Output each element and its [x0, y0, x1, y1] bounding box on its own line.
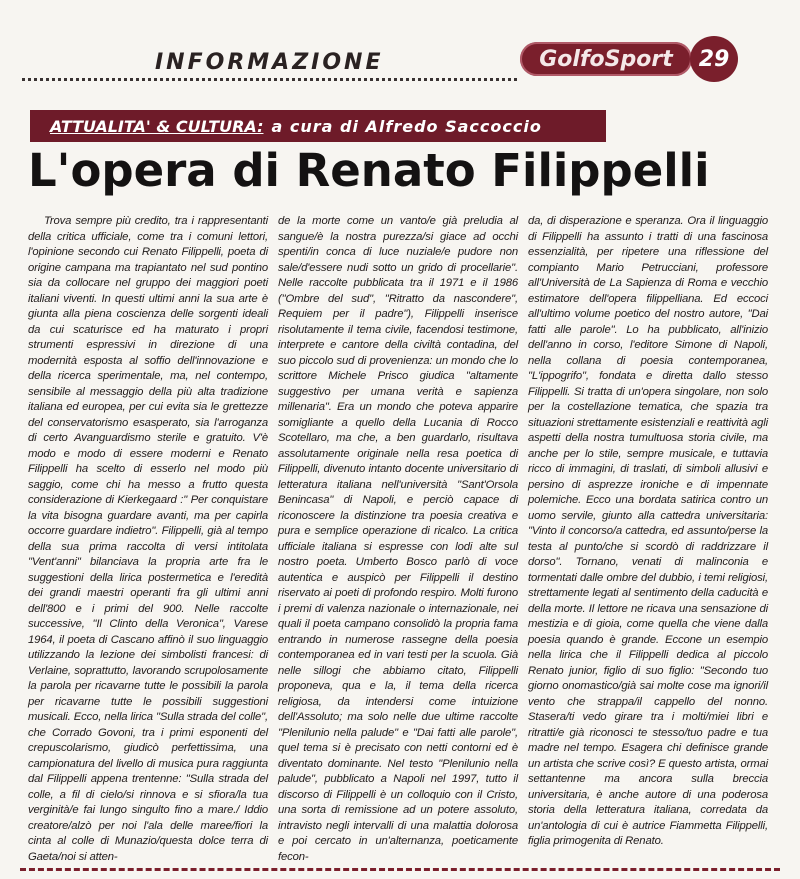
- article-paragraph: da, di disperazione e speranza. Ora il linguaggio di Filippelli ha assunto i tratti di una fascinosa essenzialità, per ripetere una riflessione del compianto Mario Petrucciani, professore all'Università de La Sapienza di Roma e vecchio estimatore dell'opera filippelliana. Ed eccoci all'ultimo volume poetico del nostro autore, "Dai fatti alle parole". Lo ha pubblicato, all'inizio dell'anno in corso, l'editore Simone di Napoli, nella collana di poesia contemporanea, "L'ippogrifo", fondata e diretta dallo stesso Filippelli. Si tratta di un'opera singolare, non solo per la costellazione tematica, che spazia tra situazioni strettamente esistenziali e reattività agli aspetti della nostra tumultuosa storia civile, ma anche per lo stile, sempre musicale, e tuttavia ricco di immagini, di traslati, di simboli allusivi e persino di asprezze ironiche e di impennate polemiche. Ecco una bordata satirica contro un uomo servile, giunto alla cattedra universitaria: "Vinto il concorso/a cattedra, ed assunto/perse la testa al punto/che si scordò di raddrizzare il dorso". Tornano, venati di malinconia e tormentati dalle ombre del dubbio, i temi religiosi, strettamente legati al sentimento della caducità e della morte. Il lettore ne ricava una sensazione di mestizia e di gioia, come quella che viene dalla poesia quando è grande. Eccone un esempio nella lirica che il Filippelli dedica al piccolo Renato junior, figlio di suo figlio: "Secondo tuo giorno onomastico/già sai molte cose ma ignori/il vento che strappa/il cappello del nonno. Stasera/ti vedo girare tra i molti/miei libri e ritratti/e già riconosci te stesso/tuo padre e tua madre nel tempo. Esagera chi definisce grande un artista che scrive così? E questo artista, ormai settantenne ma ancora sulla breccia universitaria, è anche autore di una poderosa storia della letteratura italiana, corredata da un'antologia di cui è autrice Fiammetta Filippelli, figlia primogenita di Renato.: [528, 215, 768, 847]
- category-banner: [30, 110, 606, 142]
- article-body: [28, 214, 768, 864]
- article-paragraph: Trova sempre più credito, tra i rappresentanti della critica ufficiale, come tra i comuni lettori, l'opinione secondo cui Renato Filippelli, poeta di origine campana ma trapiantato nel sud pontino sia da collocare nel gruppo dei maggiori poeti italiani viventi. In questi ultimi anni la sua arte è giunta alla piena coscienza delle sorgenti ideali da cui scaturisce ed ha maturato i propri strumenti espressivi in direzione di una modernità esposta al soffio dell'innovazione e della ricerca sperimentale, ma, nel contempo, sensibile al messaggio della più alta tradizione italiana ed europea, per cui evita sia le grettezze del conservatorismo esasperato, sia l'arroganza di certo Avanguardismo sterile e gratuito. V'è modo e modo di essere moderni e Renato Filippelli ha scelto di esserlo nel modo più saggio, come chi ha messo a frutto questa considerazione di Kierkegaard :" Per conquistare la vita bisogna guardare avanti, ma per capirla occorre guardare indietro". Filippelli, già al tempo della sua prima raccolta di versi intitolata "Vent'anni" bilanciava la propria arte fra le suggestioni della lirica postermetica e l'eredità dei grandi maestri operanti fra gli ultimi anni dell'800 e i primi del 900. Nelle raccolte successive, "Il Clinto della Veronica", Varese 1964, il poeta di Cascano affinò il suo linguaggio utilizzando la lezione dei simbolisti francesi: di Verlaine, soprattutto, lavorando scrupolosamente la parola per ricavarne tutte le possibili la parola per ricavarne tutte le possibili suggestioni musicali. Ecco, nella lirica "Sulla strada del colle", che Corrado Govoni, tra i primi esponenti del crepuscolarismo, giudicò perfettissima, una campionatura del livello di musica pura raggiunta dal Filippelli appena trentenne: "Sulla strada del colle, a fil di cielo/si rinnova e si sfiora/la tua verginità/e fai lungo singulto fino a mare./ Iddio creatore/alzò per noi l'ala delle maree/fiori la cinta al colle di Munazio/questa dolce terra di Gaeta/noi si atten-: [28, 215, 268, 863]
- dotted-divider: [22, 78, 517, 81]
- banner-byline: a cura di Alfredo Saccoccio: [271, 116, 542, 136]
- article-column-3: [528, 214, 768, 865]
- article-column-2: [278, 214, 518, 865]
- banner-category: ATTUALITA' & CULTURA:: [50, 116, 264, 136]
- article-column-1: [28, 214, 268, 865]
- article-title: L'opera di Renato Filippelli: [28, 144, 710, 197]
- bottom-divider: [20, 868, 780, 871]
- magazine-logo: GolfoSport: [520, 42, 692, 76]
- article-paragraph: de la morte come un vanto/e già preludia al sangue/è la nostra purezza/si giace ad occhi spenti/in conca di luce nuziale/e pudore non sale/d'essere nudi sotto un grido di procellarie". Nelle raccolte pubblicata tra il 1971 e il 1986 ("Ombre del sud", "Ritratto da nascondere", Requiem per il padre"), Filippelli inserisce risolutamente il tema civile, facendosi testimone, interprete e cantore della civiltà contadina, del suo piccolo sud di provenienza: un mondo che lo scrittore Michele Prisco giudica "altamente suggestivo per umana verità e sapienza millenaria". Era un mondo che poteva apparire somigliante a quello della Lucania di Rocco Scotellaro, ma che, a ben guardarlo, risultava assolutamente originale nella resa poetica di Filippelli, divenuto intanto docente universitario di letteratura italiana nell'università "Sant'Orsola Benincasa" di Napoli, e perciò capace di riconoscere la distinzione tra poesia creativa e pura e semplice operazione di ricalco. La critica ufficiale italiana si espresse con lodi alte sul nostro poeta. Umberto Bosco parlò di voce autentica e auspicò per Filippelli il destino riservato ai poeti di profondo respiro. Molti furono i premi di valenza nazionale o internazionale, nei quali il poeta campano consolidò la propria fama entrando in numerose rassegne della poesia contemporanea ed in vari testi per la scuola. Già nelle sillogi che abbiamo citato, Filippelli proponeva, qua e la, il tema della ricerca religiosa, da intendersi come intuizione dell'Assoluto; ma solo nelle due ultime raccolte "Plenilunio nella palude" e "Dai fatti alle parole", quel tema si è precisato con netti contorni ed è diventato dominante. Nel testo "Plenilunio nella palude", pubblicato a Napoli nel 1997, tutto il discorso di Filippelli è un colloquio con il Cristo, una sorta di remissione ad un potere assoluto, intravisto negli intervalli di una malattia dolorosa e poi cercato in un'alternanza, poeticamente fecon-: [278, 215, 518, 863]
- page-number-badge: 29: [690, 36, 738, 82]
- section-heading: INFORMAZIONE: [155, 50, 384, 75]
